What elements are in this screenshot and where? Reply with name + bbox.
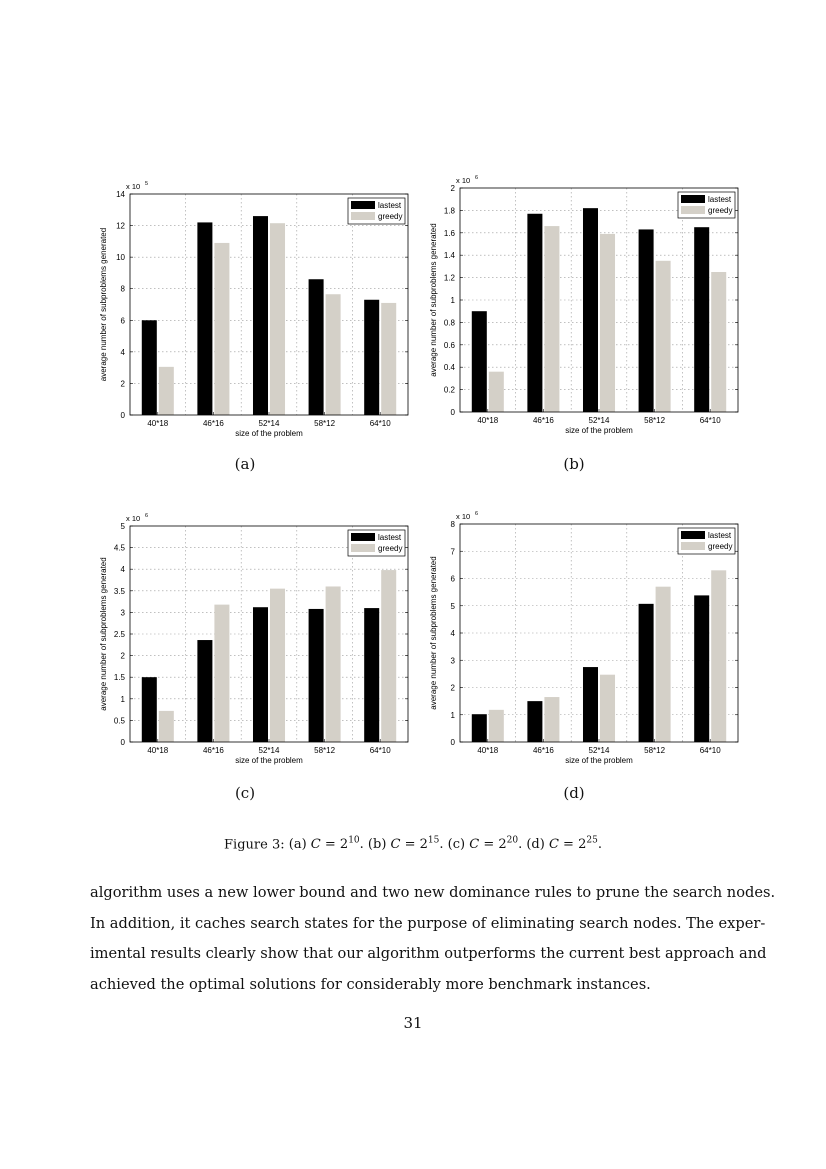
x-tick-label: 58*12 xyxy=(644,416,666,425)
bar-lastest-5 xyxy=(694,227,709,412)
y-axis-label: average number of subproblems generated xyxy=(99,557,108,711)
bar-lastest-1 xyxy=(142,320,157,415)
legend-swatch-lastest xyxy=(351,201,375,209)
subcaption-b: (b) xyxy=(563,455,585,473)
x-tick-label: 46*16 xyxy=(532,416,554,425)
x-tick-label: 64*10 xyxy=(369,419,391,428)
bar-lastest-5 xyxy=(364,300,379,415)
x-tick-label: 46*16 xyxy=(202,746,224,755)
legend-label-greedy: greedy xyxy=(708,542,733,551)
y-tick-label: 3 xyxy=(450,656,455,666)
legend-label-lastest: lastest xyxy=(708,195,732,204)
x-tick-label: 40*18 xyxy=(477,746,499,755)
x-tick-label: 46*16 xyxy=(532,746,554,755)
bar-greedy-5 xyxy=(711,272,726,412)
legend-swatch-lastest xyxy=(351,533,375,541)
page-number: 31 xyxy=(403,1014,423,1032)
chart-d-svg xyxy=(424,512,744,774)
bar-greedy-2 xyxy=(214,243,229,415)
y-tick-label: 6 xyxy=(450,574,455,584)
y-tick-label: 2 xyxy=(450,184,455,193)
bar-lastest-3 xyxy=(253,216,268,415)
body-line: In addition, it caches search states for the purpose of eliminating search nodes. The exper- xyxy=(90,914,766,932)
y-tick-label: 0.8 xyxy=(443,318,455,328)
x-axis-label: size of the problem xyxy=(565,426,633,435)
bar-lastest-1 xyxy=(472,714,487,742)
bar-lastest-2 xyxy=(197,640,212,742)
legend-swatch-greedy xyxy=(681,542,705,550)
body-line: algorithm uses a new lower bound and two new dominance rules to prune the search nodes. xyxy=(90,884,776,901)
body-paragraph xyxy=(90,878,776,1000)
y-tick-label: 1 xyxy=(120,694,125,704)
y-tick-label: 1 xyxy=(450,710,455,720)
bar-lastest-1 xyxy=(472,311,487,412)
y-tick-label: 6 xyxy=(120,316,125,326)
bar-greedy-5 xyxy=(381,303,396,415)
bar-lastest-2 xyxy=(527,214,542,412)
legend-swatch-greedy xyxy=(351,544,375,552)
subcaption-a: (a) xyxy=(234,455,256,473)
y-axis-label: average number of subproblems generated xyxy=(99,227,108,382)
body-line: imental results clearly show that our algorithm outperforms the current best approach and xyxy=(90,945,767,962)
caption-item-d: (d) $C = 2^{25}$. xyxy=(526,836,602,853)
x-tick-label: 64*10 xyxy=(699,746,721,755)
x-tick-label: 52*14 xyxy=(258,746,280,755)
x-tick-label: 64*10 xyxy=(699,416,721,425)
bar-greedy-3 xyxy=(600,675,615,742)
bar-lastest-2 xyxy=(197,222,212,415)
y-tick-label: 10 xyxy=(116,253,125,263)
x-tick-label: 52*14 xyxy=(258,419,280,428)
bar-lastest-3 xyxy=(583,667,598,742)
chart-b xyxy=(424,176,744,444)
y-tick-label: 3.5 xyxy=(113,586,125,596)
subcaption-c: (c) xyxy=(234,784,256,802)
y-tick-label: 1.2 xyxy=(443,273,455,283)
y-tick-label: 1.5 xyxy=(113,673,125,683)
bar-lastest-5 xyxy=(364,608,379,742)
y-tick-label: 3 xyxy=(120,608,125,618)
legend-label-greedy: greedy xyxy=(378,544,403,553)
chart-a-svg xyxy=(94,176,414,444)
y-tick-label: 0 xyxy=(450,408,455,417)
legend-swatch-greedy xyxy=(681,206,705,214)
x-tick-label: 52*14 xyxy=(588,416,610,425)
caption-item-a: (a) $C = 2^{10}$. xyxy=(288,836,364,853)
subcaption-d: (d) xyxy=(563,784,585,802)
y-tick-label: 0.2 xyxy=(443,385,455,395)
bar-lastest-4 xyxy=(639,604,654,742)
bar-greedy-4 xyxy=(326,586,341,742)
y-tick-label: 12 xyxy=(116,221,125,231)
legend-swatch-lastest xyxy=(681,195,705,203)
y-tick-label: 2 xyxy=(120,379,125,389)
bar-lastest-1 xyxy=(142,677,157,742)
axis-multiplier: x 10 xyxy=(126,514,141,523)
axis-multiplier-exponent: 6 xyxy=(145,513,149,519)
legend-label-greedy: greedy xyxy=(378,212,403,221)
x-axis-label: size of the problem xyxy=(565,756,633,765)
y-tick-label: 0.5 xyxy=(113,716,125,726)
figure-label: Figure 3: xyxy=(224,837,285,853)
x-tick-label: 40*18 xyxy=(147,746,169,755)
y-tick-label: 14 xyxy=(116,190,125,199)
legend-label-lastest: lastest xyxy=(708,531,732,540)
y-tick-label: 8 xyxy=(120,284,125,294)
bar-greedy-5 xyxy=(381,570,396,742)
legend-label-lastest: lastest xyxy=(378,201,402,210)
y-axis-label: average number of subproblems generated xyxy=(429,223,438,377)
x-tick-label: 64*10 xyxy=(369,746,391,755)
y-tick-label: 4 xyxy=(120,347,125,357)
bar-greedy-5 xyxy=(711,570,726,742)
legend-label-lastest: lastest xyxy=(378,533,402,542)
y-tick-label: 0.6 xyxy=(443,340,455,350)
y-tick-label: 4.5 xyxy=(113,543,125,553)
x-tick-label: 58*12 xyxy=(314,746,336,755)
x-tick-label: 46*16 xyxy=(202,419,224,428)
chart-b-svg xyxy=(424,176,744,444)
bar-greedy-2 xyxy=(544,226,559,412)
x-tick-label: 58*12 xyxy=(314,419,336,428)
bar-greedy-3 xyxy=(270,589,285,742)
bar-greedy-4 xyxy=(326,294,341,415)
y-tick-label: 1.6 xyxy=(443,228,455,238)
y-tick-label: 8 xyxy=(450,520,455,529)
bar-lastest-4 xyxy=(309,609,324,742)
chart-a xyxy=(94,176,414,444)
bar-greedy-1 xyxy=(489,372,504,412)
body-line: achieved the optimal solutions for considerably more benchmark instances. xyxy=(90,975,651,993)
legend-swatch-greedy xyxy=(351,212,375,220)
axis-multiplier-exponent: 6 xyxy=(475,175,479,181)
legend-swatch-lastest xyxy=(681,531,705,539)
bar-greedy-1 xyxy=(159,711,174,742)
y-tick-label: 2 xyxy=(450,683,455,693)
x-tick-label: 40*18 xyxy=(477,416,499,425)
bar-greedy-3 xyxy=(600,234,615,412)
y-tick-label: 0 xyxy=(450,738,455,747)
y-tick-label: 1 xyxy=(450,296,455,305)
axis-multiplier-exponent: 6 xyxy=(475,511,479,517)
caption-item-b: (b) $C = 2^{15}$. xyxy=(367,836,444,853)
y-tick-label: 0 xyxy=(120,411,125,420)
axis-multiplier: x 10 xyxy=(126,182,141,191)
figure-caption xyxy=(0,836,826,852)
y-tick-label: 1.8 xyxy=(443,206,455,216)
x-axis-label: size of the problem xyxy=(235,756,303,765)
y-tick-label: 0 xyxy=(120,738,125,747)
y-tick-label: 2 xyxy=(120,651,125,661)
x-axis-label: size of the problem xyxy=(235,429,303,438)
bar-lastest-5 xyxy=(694,595,709,742)
y-tick-label: 1.4 xyxy=(443,251,455,261)
chart-c-svg xyxy=(94,512,414,774)
bar-greedy-1 xyxy=(159,367,174,415)
y-tick-label: 7 xyxy=(450,547,455,557)
bar-greedy-2 xyxy=(544,697,559,742)
bar-lastest-2 xyxy=(527,701,542,742)
chart-c xyxy=(94,512,414,774)
axis-multiplier: x 10 xyxy=(456,512,471,521)
chart-d xyxy=(424,512,744,774)
y-axis-label: average number of subproblems generated xyxy=(429,556,438,710)
y-tick-label: 4 xyxy=(450,629,455,638)
x-tick-label: 52*14 xyxy=(588,746,610,755)
axis-multiplier: x 10 xyxy=(456,176,471,185)
bar-lastest-3 xyxy=(583,208,598,412)
axis-multiplier-exponent: 5 xyxy=(145,181,149,187)
y-tick-label: 4 xyxy=(120,565,125,575)
y-tick-label: 5 xyxy=(120,522,125,531)
bar-lastest-4 xyxy=(309,279,324,415)
y-tick-label: 0.4 xyxy=(443,363,455,373)
y-tick-label: 5 xyxy=(450,601,455,611)
caption-item-c: (c) $C = 2^{20}$. xyxy=(447,836,523,853)
x-tick-label: 58*12 xyxy=(644,746,666,755)
bar-lastest-4 xyxy=(639,229,654,412)
bar-greedy-1 xyxy=(489,710,504,742)
bar-greedy-3 xyxy=(270,223,285,415)
bar-greedy-4 xyxy=(656,261,671,412)
bar-greedy-4 xyxy=(656,587,671,742)
x-tick-label: 40*18 xyxy=(147,419,169,428)
legend-label-greedy: greedy xyxy=(708,206,733,215)
bar-greedy-2 xyxy=(214,605,229,742)
y-tick-label: 2.5 xyxy=(113,630,125,639)
bar-lastest-3 xyxy=(253,607,268,742)
